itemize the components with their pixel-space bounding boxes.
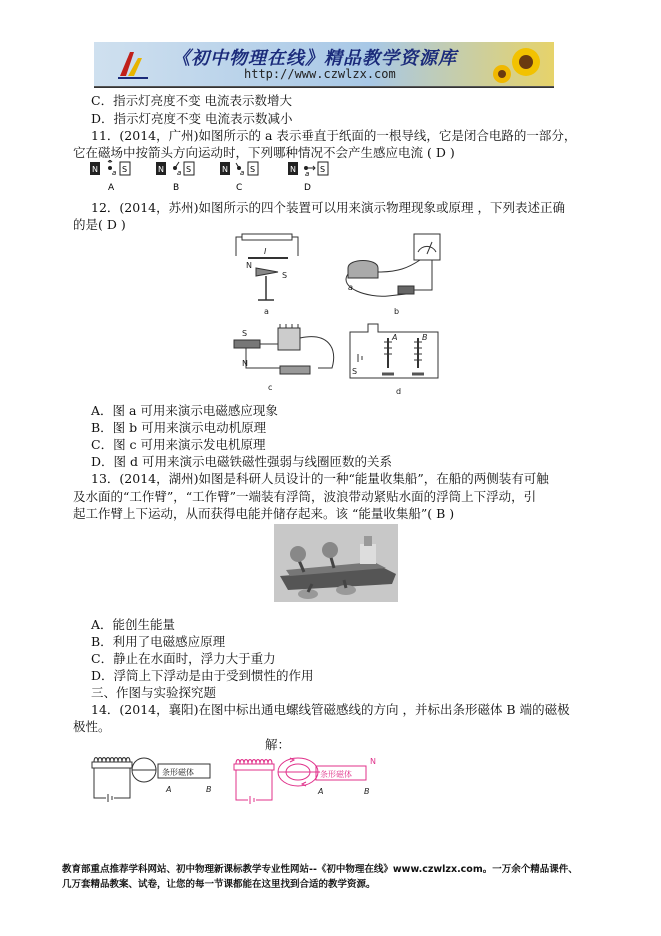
q13-option-b: B．利用了电磁感应原理 — [91, 634, 226, 649]
q13-option-d: D．浮筒上下浮动是由于受到惯性的作用 — [91, 668, 314, 683]
q12-option-a: A．图 a 可用来演示电磁感应现象 — [91, 403, 278, 418]
q11-c-n: N — [222, 165, 228, 174]
q10-option-d: D．指示灯亮度不变 电流表示数减小 — [91, 111, 293, 126]
q14-text-2: 极性。 — [73, 719, 111, 734]
q10-option-c: C．指示灯亮度不变 电流表示数增大 — [91, 93, 293, 108]
q11-d-s: S — [320, 165, 326, 174]
q11-figure — [88, 160, 348, 194]
q12-fig-a — [236, 234, 298, 316]
solution-label: 解： — [265, 737, 291, 752]
banner-title: 《初中物理在线》精品教学资源库 — [172, 48, 457, 69]
q12-label-a: a — [264, 307, 269, 316]
q12-option-b: B．图 b 可用来演示电动机原理 — [91, 420, 267, 435]
q12-text-1: 12．(2014，苏州)如图所示的四个装置可以用来演示物理现象或原理 ，下列表述正确 — [91, 200, 565, 215]
q12-d-s: S — [352, 367, 358, 376]
q11-a-s: S — [122, 165, 128, 174]
q12-c-s: S — [242, 329, 248, 338]
header-banner — [94, 42, 554, 87]
q12-a-i: I — [264, 247, 267, 256]
q11-c-s: S — [250, 165, 256, 174]
q12-label-b: b — [394, 307, 400, 316]
q13-ship-image — [274, 524, 398, 602]
q14-answer-end-a: A — [318, 787, 324, 796]
q12-label-c: c — [268, 383, 273, 392]
footer-line-2: 几万套精品教案、试卷，让您的每一节课都能在这里找到合适的教学资源。 — [62, 879, 376, 890]
q13-option-c: C．静止在水面时，浮力大于重力 — [91, 651, 276, 666]
q12-fig-c — [234, 324, 334, 392]
q11-b-s: S — [186, 165, 192, 174]
sunflower-icon — [488, 44, 548, 84]
q12-option-c: C．图 c 可用来演示发电机原理 — [91, 437, 266, 452]
q12-a-n: N — [246, 261, 252, 270]
q11-label-d: D — [304, 183, 311, 193]
q12-d-a: A — [392, 333, 398, 342]
q14-text-1: 14．(2014，襄阳)在图中标出通电螺线管磁感线的方向 ，并标出条形磁体 B 端的磁极 — [91, 702, 570, 717]
banner-url: http://www.czwlzx.com — [244, 67, 396, 81]
q12-text-2: 的是( D ) — [73, 217, 126, 232]
q14-answer-end-b: B — [364, 787, 370, 796]
q12-option-d: D．图 d 可用来演示电磁铁磁性强弱与线圈匝数的关系 — [91, 454, 392, 469]
q12-b-wire: a — [348, 283, 353, 292]
q12-label-d: d — [396, 387, 402, 396]
q11-a-wire: a — [112, 169, 117, 177]
q11-text-2: 它在磁场中按箭头方向运动时，下列哪种情况不会产生感应电流 ( D ) — [73, 145, 455, 160]
section-heading: 三、作图与实验探究题 — [91, 685, 217, 700]
q13-option-a: A．能创生能量 — [91, 617, 176, 632]
q13-text-2: 及水面的“工作臂”，“工作臂”一端装有浮筒，波浪带动紧贴水面的浮筒上下浮动，引 — [73, 489, 537, 504]
q11-d-n: N — [290, 165, 296, 174]
site-logo-icon — [116, 48, 150, 80]
q13-text-3: 起工作臂上下运动，从而获得电能并储存起来。该 “能量收集船”( B ) — [73, 506, 455, 521]
q14-end-a: A — [166, 785, 172, 794]
q11-d-wire: a — [305, 170, 310, 178]
q14-answer-figure — [228, 752, 398, 810]
q11-b-n: N — [158, 165, 164, 174]
header-rule — [94, 87, 554, 88]
q11-c-wire: a — [240, 169, 245, 177]
q12-figure — [228, 228, 458, 400]
q13-text-1: 13．(2014，湖州)如图是科研人员设计的一种“能量收集船”，在船的两侧装有可触 — [91, 471, 549, 486]
q11-a-n: N — [92, 165, 98, 174]
q12-d-b: B — [422, 333, 428, 342]
q11-text-1: 11．(2014，广州)如图所示的 a 表示垂直于纸面的一根导线，它是闭合电路的一部分， — [91, 128, 577, 143]
q12-a-s: S — [282, 271, 288, 280]
footer-line-1: 教育部重点推荐学科网站、初中物理新课标教学专业性网站--《初中物理在线》www.czwlzx.com。一万余个精品课件、 — [62, 864, 578, 875]
q14-magnet-label: 条形磁体 — [162, 768, 194, 777]
q14-answer-n: N — [370, 757, 376, 766]
q11-label-a: A — [108, 183, 115, 193]
q12-c-n: N — [242, 359, 248, 368]
q11-label-c: C — [236, 183, 243, 193]
q14-end-b: B — [206, 785, 212, 794]
q12-fig-d — [350, 324, 438, 396]
q14-answer-magnet-label: 条形磁体 — [320, 770, 352, 779]
q12-fig-b — [346, 234, 440, 316]
q14-question-figure — [88, 752, 238, 808]
q11-label-b: B — [173, 183, 180, 193]
q11-b-wire: a — [177, 169, 182, 177]
